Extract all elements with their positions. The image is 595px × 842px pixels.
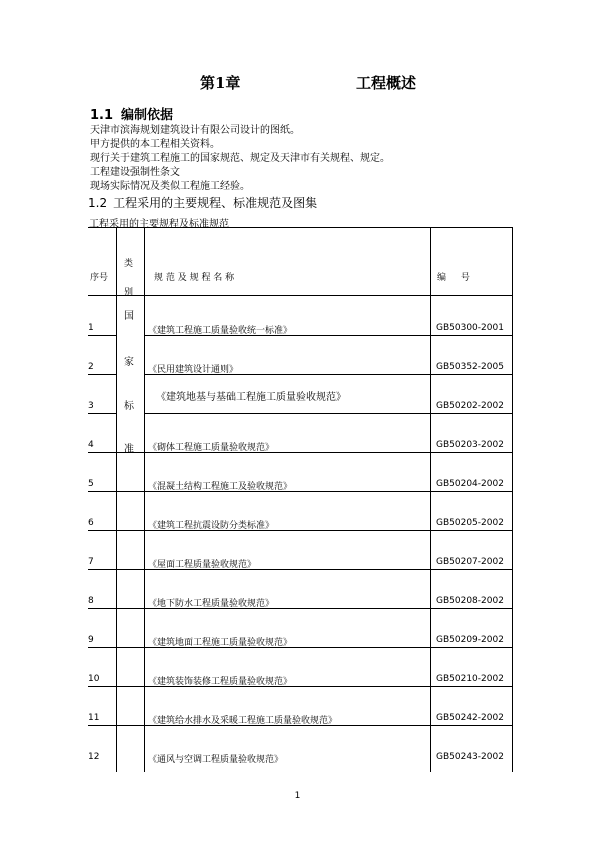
- chapter-heading: [0, 72, 595, 92]
- row-code: GB50210-2002: [436, 674, 504, 684]
- row-code: GB50205-2002: [436, 518, 504, 528]
- row-seq: 8: [88, 596, 94, 606]
- row-code: GB50204-2002: [436, 479, 504, 489]
- standards-table: [88, 227, 512, 772]
- row-seq: 3: [88, 401, 94, 411]
- row-name: 《建筑工程抗震设防分类标准》: [148, 521, 275, 531]
- section-number: 1.1: [90, 108, 114, 123]
- header-code: 编 号: [437, 273, 470, 283]
- category-char: 准: [124, 444, 134, 455]
- row-seq: 2: [88, 362, 94, 372]
- basis-list: [90, 124, 390, 194]
- row-seq: 11: [88, 713, 100, 723]
- row-code: GB50209-2002: [436, 635, 504, 645]
- table-border-right: [512, 227, 513, 772]
- row-name: 《建筑地基与基础工程施工质量验收规范》: [156, 392, 346, 403]
- row-seq: 4: [88, 440, 94, 450]
- chapter-title: 工程概述: [356, 74, 417, 92]
- row-name: 《建筑工程施工质量验收统一标准》: [148, 326, 293, 336]
- row-rule: [144, 374, 512, 375]
- table-col-divider: [144, 227, 145, 772]
- section-1-2-heading: [88, 194, 317, 211]
- row-seq: 7: [88, 557, 94, 567]
- table-caption: 工程采用的主要规程及标准规范: [89, 219, 229, 230]
- row-name: 《屋面工程质量验收规范》: [148, 560, 257, 570]
- table-col-divider: [430, 227, 431, 772]
- row-code: GB50242-2002: [436, 713, 504, 723]
- row-rule: [88, 491, 512, 492]
- row-rule: [88, 608, 512, 609]
- row-seq: 6: [88, 518, 94, 528]
- basis-line: 天津市滨海规划建筑设计有限公司设计的图纸。: [90, 125, 300, 136]
- row-rule: [88, 569, 512, 570]
- row-rule: [88, 374, 116, 375]
- row-name: 《通风与空调工程质量验收规范》: [148, 755, 284, 765]
- header-seq: 序号: [90, 273, 109, 283]
- row-seq: 10: [88, 674, 100, 684]
- row-rule: [88, 530, 512, 531]
- row-name: 《建筑装饰装修工程质量验收规范》: [148, 677, 293, 687]
- row-code: GB50208-2002: [436, 596, 504, 606]
- header-name: 规 范 及 规 程 名 称: [154, 273, 235, 283]
- row-rule: [88, 452, 116, 453]
- table-header-rule: [88, 295, 512, 296]
- page-number: 1: [294, 791, 301, 801]
- row-name: 《民用建筑设计通则》: [148, 365, 239, 375]
- row-code: GB50243-2002: [436, 752, 504, 762]
- row-rule: [88, 413, 116, 414]
- section-1-1-heading: [90, 104, 173, 123]
- row-code: GB50352-2005: [436, 362, 504, 372]
- row-rule: [144, 413, 512, 414]
- table-col-divider: [116, 227, 117, 772]
- row-name: 《混凝土结构工程施工及验收规范》: [148, 482, 293, 492]
- row-rule: [88, 686, 512, 687]
- row-rule: [88, 647, 512, 648]
- row-rule: [88, 335, 116, 336]
- row-name: 《地下防水工程质量验收规范》: [148, 599, 275, 609]
- row-name: 《砌体工程施工质量验收规范》: [148, 443, 275, 453]
- header-category-bottom: 别: [124, 288, 134, 298]
- basis-line: 工程建设强制性条文: [90, 167, 180, 178]
- chapter-number: 第1章: [200, 74, 241, 92]
- header-category-top: 类: [124, 259, 134, 269]
- basis-line: 甲方提供的本工程相关资料。: [90, 139, 220, 150]
- row-code: GB50203-2002: [436, 440, 504, 450]
- row-seq: 5: [88, 479, 94, 489]
- table-border-top: [88, 227, 512, 228]
- row-name: 《建筑给水排水及采暖工程施工质量验收规范》: [148, 716, 338, 726]
- row-rule: [116, 452, 512, 453]
- category-char: 家: [124, 357, 134, 368]
- section-number: 1.2: [88, 196, 108, 210]
- row-code: GB50202-2002: [436, 401, 504, 411]
- section-title: 编制依据: [121, 108, 174, 123]
- category-char: 国: [124, 311, 134, 322]
- row-seq: 12: [88, 752, 100, 762]
- row-rule: [144, 335, 512, 336]
- basis-line: 现行关于建筑工程施工的国家规范、规定及天津市有关规程、规定。: [90, 153, 390, 164]
- row-seq: 9: [88, 635, 94, 645]
- row-code: GB50207-2002: [436, 557, 504, 567]
- row-name: 《建筑地面工程施工质量验收规范》: [148, 638, 293, 648]
- basis-line: 现场实际情况及类似工程施工经验。: [90, 181, 250, 192]
- row-rule: [88, 725, 512, 726]
- category-char: 标: [124, 401, 134, 412]
- row-seq: 1: [88, 323, 94, 333]
- section-title: 工程采用的主要规程、标准规范及图集: [113, 196, 318, 210]
- row-code: GB50300-2001: [436, 323, 504, 333]
